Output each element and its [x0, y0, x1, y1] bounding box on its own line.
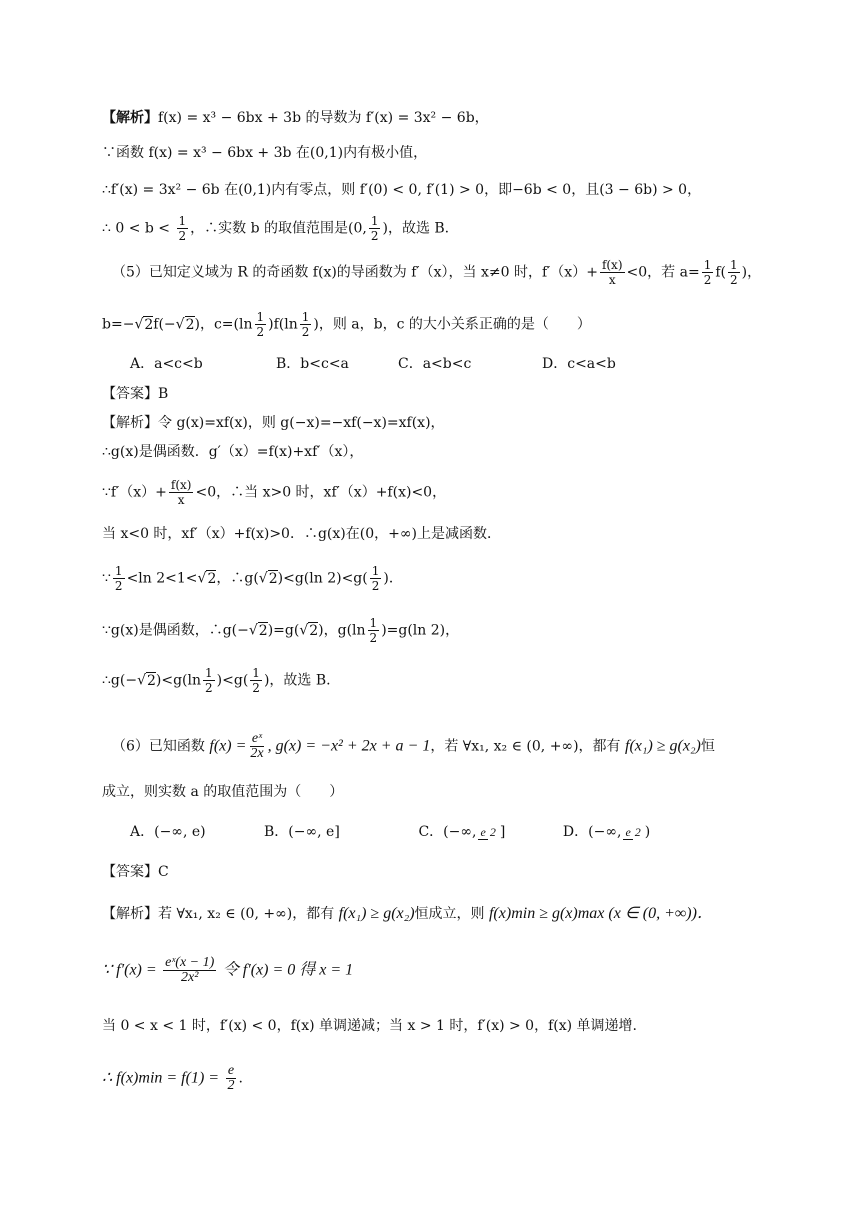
solution-line-3 [102, 180, 701, 200]
text: C．(−∞, [418, 824, 477, 840]
text: 成立，则实数 a 的取值范围为（ ） [102, 784, 344, 800]
den: 2 [114, 579, 123, 593]
math: f(x₁) ≥ g(x₂) [338, 905, 415, 922]
q6-sol-2 [102, 956, 353, 985]
q6-answer [102, 862, 169, 882]
text: ∵f′（x）+ [102, 484, 167, 501]
text: )． [383, 570, 403, 587]
text: ∵函数 f(x) = x³ − 6bx + 3b 在(0,1)内有极小值， [102, 145, 428, 161]
den: 2 [369, 631, 378, 645]
option-a[interactable]: A．(−∞, e) [130, 824, 206, 840]
text: D．(−∞, [562, 824, 622, 840]
text: （5）已知定义域为 R 的奇函数 f(x)的导函数为 f′（x），当 x≠0 时，f′（x）+ [112, 264, 598, 281]
q5-sol-6: ∵g(x)是偶函数，∴g(−√2)=g(√2)，g(ln $\frac{1}{2}$ )=g(ln 2)， [102, 616, 460, 645]
q5-stem-2: b=−√2f(−√2)，c=(ln $\frac{1}{2}$ )f(ln $\frac{1}{2}$ )，则 a，b，c 的大小关系正确的是（ ） [102, 310, 591, 339]
text: <0，∴当 x>0 时，xf′（x）+f(x)<0， [195, 484, 447, 501]
den: 2 [205, 681, 213, 695]
math: ∵ f′(x) = [102, 961, 157, 979]
fraction [248, 732, 265, 761]
text: 当 x<0 时，xf′（x）+f(x)>0．∴g(x)在(0，+∞)上是减函数． [102, 526, 501, 542]
num: 1 [256, 310, 265, 324]
text: )，则 a，b，c 的大小关系正确的是（ ） [313, 316, 591, 333]
sqrt: 2 [146, 672, 156, 689]
den: x [608, 273, 616, 287]
q5-sol-5: ∵ $\frac{1}{2}$ <ln 2<1<√2，∴g(√2)<g(ln 2)<g( $\frac{1}{2}$ )． [102, 564, 403, 593]
den: 2x² [181, 970, 199, 985]
q5-sol-4 [102, 524, 501, 544]
num: e [625, 824, 631, 839]
den: 2 [227, 1078, 235, 1093]
solution-line-1 [102, 108, 489, 128]
num: 1 [205, 666, 213, 680]
q6-sol-3 [102, 1016, 637, 1036]
text: ，∴实数 b 的取值范围是 [190, 220, 349, 237]
num: 1 [729, 258, 738, 272]
text: )，g(ln [318, 622, 366, 639]
num: e [227, 1063, 235, 1078]
den: 2 [178, 229, 187, 243]
text: <0，若 a= [626, 264, 700, 281]
text: 恒 [700, 738, 715, 755]
q5-stem-1 [112, 258, 761, 287]
text: )， [741, 264, 762, 281]
den: 2 [256, 325, 265, 339]
sqrt: 2 [144, 316, 154, 333]
text: ) [644, 824, 651, 840]
text: )<g( [216, 672, 249, 689]
option-c[interactable] [418, 822, 558, 842]
fraction [113, 564, 125, 593]
q6-options [130, 822, 650, 842]
text: 【解析】令 g(x)=xf(x)，则 g(−x)=−xf(−x)=xf(x)， [102, 415, 445, 431]
den: 2 [489, 824, 496, 839]
text: )=g(ln 2)， [381, 622, 460, 639]
num: eˣ [251, 731, 263, 746]
q6-stem-2 [102, 782, 343, 802]
q5-sol-3 [102, 478, 446, 507]
fraction [300, 310, 312, 339]
text: ] [499, 824, 506, 840]
num: 1 [371, 564, 380, 578]
den: 2 [634, 824, 641, 839]
fraction [203, 666, 215, 695]
num: eˣ(x − 1) [165, 955, 215, 970]
num: 1 [703, 258, 712, 272]
fraction [163, 956, 216, 985]
num: e [480, 824, 486, 839]
option-c[interactable]: C．a<b<c [398, 356, 472, 372]
fraction [623, 825, 642, 840]
den: 2x [250, 746, 264, 761]
text: ∴f′(x) = 3x² − 6b 在(0,1)内有零点，则 f′(0) < 0, f′(1) > 0，即−6b < 0，且(3 − 6b) > 0， [102, 182, 702, 198]
math: f(x)min ≥ g(x)max (x ∈ (0, +∞))． [488, 905, 713, 922]
num: 1 [369, 616, 378, 630]
q6-sol-1 [102, 904, 713, 924]
num: 1 [178, 214, 187, 228]
fraction [478, 825, 497, 840]
text: )<g(ln [155, 672, 202, 689]
option-d[interactable] [563, 822, 650, 842]
text: 【解析】若 ∀x₁, x₂ ∈ (0, +∞)，都有 [102, 906, 335, 922]
q6-sol-4 [102, 1064, 243, 1093]
den: 2 [370, 229, 379, 243]
text: ∴g(x)是偶函数．g′（x）=f(x)+xf′（x）， [102, 444, 364, 460]
text: 恒成立，则 [414, 906, 485, 922]
fraction [600, 258, 625, 287]
sqrt: 2 [309, 622, 319, 639]
fraction [255, 310, 267, 339]
den: 2 [371, 579, 380, 593]
fraction [702, 258, 714, 287]
math: 令 f′(x) = 0 得 x = 1 [222, 961, 354, 979]
q5-sol-1 [102, 413, 445, 433]
sqrt: 2 [185, 316, 195, 333]
den: 2 [729, 273, 738, 287]
sqrt: 2 [268, 570, 278, 587]
fraction [226, 1064, 237, 1093]
q5-answer [102, 384, 168, 404]
fraction [370, 564, 382, 593]
text: ，∴g( [216, 570, 259, 587]
text: ∵g(x)是偶函数，∴g(− [102, 622, 249, 639]
text: f(− [153, 316, 176, 333]
num: 1 [370, 214, 379, 228]
text: 【答案】B [102, 386, 169, 402]
den: 2 [703, 273, 712, 287]
text: (0, [348, 220, 367, 237]
num: f(x) [601, 258, 623, 272]
option-b[interactable]: B．(−∞, e] [264, 824, 340, 840]
option-b[interactable]: B．b<c<a [276, 356, 349, 372]
q5-sol-7: ∴g(−√2)<g(ln $\frac{1}{2}$ )<g( $\frac{1}{2}$ )，故选 B. [102, 666, 331, 695]
text: <ln 2<1< [126, 570, 198, 587]
fraction [169, 478, 194, 507]
text: )=g( [267, 622, 300, 639]
math: , g(x) = −x² + 2x + a − 1 [267, 737, 431, 755]
text: ，若 ∀x₁, x₂ ∈ (0, +∞)，都有 [430, 738, 621, 755]
text: f(x) = x³ − 6bx + 3b 的导数为 f′(x) = 3x² − 6b， [158, 110, 489, 126]
sqrt: 2 [207, 570, 217, 587]
num: f(x) [170, 478, 192, 492]
analysis-label: 【解析】 [102, 110, 158, 126]
den: x [177, 493, 185, 507]
text: )<g(ln 2)<g( [277, 570, 368, 587]
text: ∵ [102, 570, 111, 587]
text: )，故选 B. [263, 672, 331, 689]
q6-stem-1 [112, 732, 715, 761]
option-a[interactable]: A．a<c<b [130, 356, 203, 372]
text: )，故选 B. [382, 220, 450, 237]
q5-options [130, 354, 616, 374]
text: )，c=(ln [194, 316, 253, 333]
num: 1 [301, 310, 310, 324]
text: )f(ln [268, 316, 298, 333]
solution-line-2 [102, 143, 427, 163]
text: ∴ 0 < b < [102, 220, 171, 237]
num: 1 [114, 564, 123, 578]
fraction [369, 214, 381, 243]
text: 当 0 < x < 1 时，f′(x) < 0，f(x) 单调递减；当 x > 1 时，f′(x) > 0，f(x) 单调递增. [102, 1018, 637, 1034]
text: f( [715, 264, 726, 281]
text: 【答案】C [102, 864, 169, 880]
fraction [368, 616, 380, 645]
math: ∴ f(x)min = f(1) = [102, 1069, 220, 1087]
text: b=− [102, 316, 135, 333]
fraction [728, 258, 740, 287]
sqrt: 2 [258, 622, 268, 639]
option-d[interactable]: D．c<a<b [542, 356, 616, 372]
text: （6）已知函数 [112, 738, 205, 755]
fraction [250, 666, 262, 695]
den: 2 [252, 681, 260, 695]
num: 1 [252, 666, 260, 680]
solution-line-4 [102, 214, 449, 243]
text: ∴g(− [102, 672, 138, 689]
den: 2 [301, 325, 310, 339]
q5-sol-2 [102, 442, 363, 462]
math: f(x) = [209, 737, 247, 755]
fraction [177, 214, 189, 243]
math: f(x₁) ≥ g(x₂) [625, 737, 701, 755]
text: . [238, 1070, 243, 1087]
